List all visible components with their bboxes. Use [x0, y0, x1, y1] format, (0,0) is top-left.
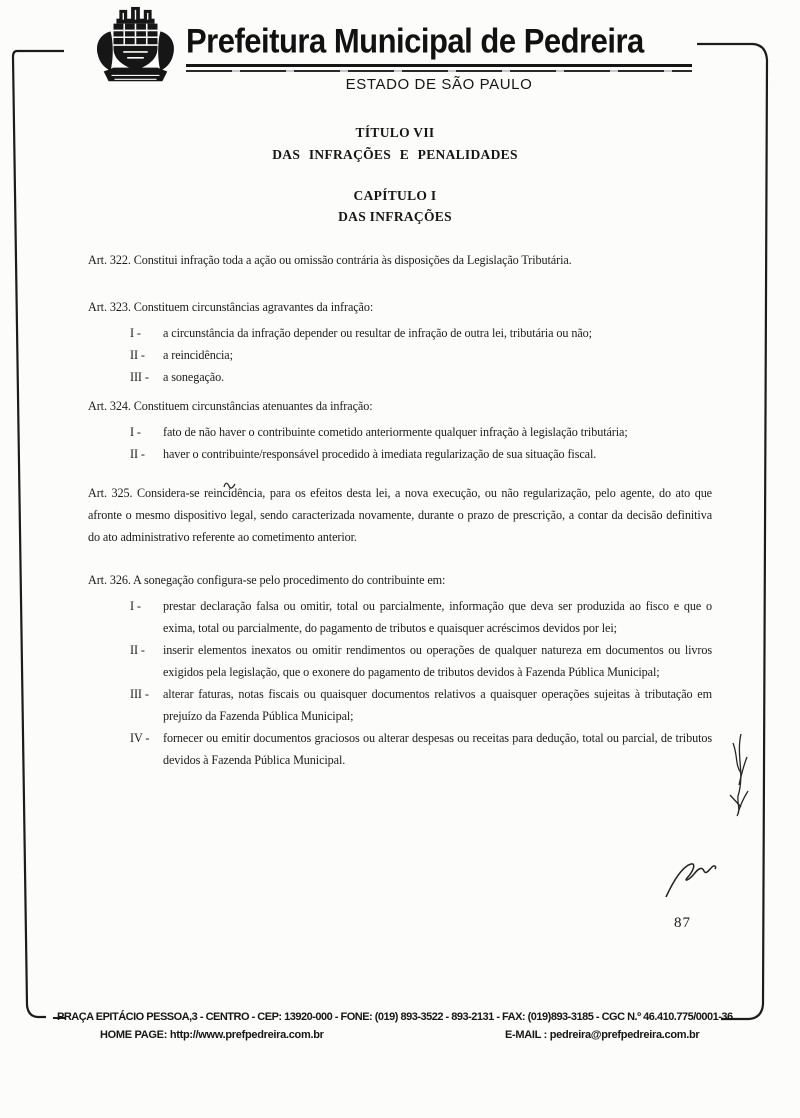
- item-numeral: IV -: [130, 731, 150, 745]
- article-326-text: Art. 326. A sonegação configura-se pelo procedimento do contribuinte em:: [88, 573, 446, 587]
- article-326: [88, 569, 712, 771]
- article-326-item-1: [130, 595, 712, 639]
- letterhead-title: Prefeitura Municipal de Pedreira: [186, 21, 644, 61]
- item-numeral: II -: [130, 348, 145, 362]
- left-border-line: [13, 51, 64, 1017]
- article-326-item-4: [130, 727, 712, 771]
- item-text: haver o contribuinte/responsável procedido à imediata regularização de sua situação fiscal.: [163, 447, 597, 461]
- capitulo-heading: CAPÍTULO I: [353, 188, 437, 203]
- handwritten-signature: [666, 864, 716, 897]
- municipal-coat-of-arms-icon: [84, 5, 186, 93]
- item-text: a circunstância da infração depender ou resultar de infração de outra lei, tributária ou não;: [163, 326, 592, 340]
- capitulo-subheading: DAS INFRAÇÕES: [338, 209, 452, 224]
- article-324: [88, 395, 712, 465]
- item-text: alterar faturas, notas fiscais ou quaisquer documentos relativos a quaisquer operações sujeitas à tributação em prejuízo da Fazenda Pública Municipal;: [163, 687, 712, 723]
- article-322-text: Art. 322. Constitui infração toda a ação ou omissão contrária às disposições da Legislação Tributária.: [88, 253, 572, 267]
- article-323: [88, 296, 712, 388]
- article-324-item-2: [130, 443, 712, 465]
- item-numeral: II -: [130, 447, 145, 461]
- article-325-text: Art. 325. Considera-se reincidência, para os efeitos desta lei, a nova execução, ou não regularização, pelo agente, do ato que afronte o mesmo dispositivo legal, sendo caracterizada novamente, durante o prazo de prescrição, a contar da decisão definitiva do ato administrativo referente ao cometimento anterior.: [88, 486, 712, 544]
- item-text: inserir elementos inexatos ou omitir rendimentos ou operações de qualquer natureza em documentos ou livros exigidos pela legislação, que o exonere do pagamento de tributos devidos à Fazenda Pública Municipal;: [163, 643, 712, 679]
- item-numeral: III -: [130, 687, 149, 701]
- item-numeral: I -: [130, 326, 141, 340]
- footer-address-line: PRAÇA EPITÁCIO PESSOA,3 - CENTRO - CEP: 13920-000 - FONE: (019) 893-3522 - 893-2131 - FAX: (019)893-3185 - CGC N.º 46.410.775/0001-36: [57, 1011, 733, 1023]
- article-324-items: [130, 421, 712, 465]
- item-text: prestar declaração falsa ou omitir, total ou parcialmente, informação que deva ser produzida ao fisco e que o exima, total ou parcialmente, do pagamento de tributos e quaisquer acréscimos devidos por lei;: [163, 599, 712, 635]
- handwritten-pen-flourish: [730, 734, 748, 816]
- title-underline-thick: [186, 64, 692, 67]
- item-numeral: III -: [130, 370, 149, 384]
- item-numeral: II -: [130, 643, 145, 657]
- article-325: [88, 482, 712, 548]
- titulo-heading: TÍTULO VII: [355, 125, 435, 140]
- title-underline-thin: [186, 70, 692, 72]
- article-323-text: Art. 323. Constituem circunstâncias agravantes da infração:: [88, 300, 374, 314]
- titulo-subheading: DAS INFRAÇÕES E PENALIDADES: [272, 147, 518, 162]
- item-numeral: I -: [130, 599, 141, 613]
- article-324-text: Art. 324. Constituem circunstâncias atenuantes da infração:: [88, 399, 373, 413]
- letterhead-subtitle: ESTADO DE SÃO PAULO: [345, 76, 533, 93]
- article-323-item-2: [130, 344, 712, 366]
- item-text: fato de não haver o contribuinte cometido anteriormente qualquer infração à legislação tributária;: [163, 425, 628, 439]
- page-number: 87: [674, 915, 691, 931]
- article-323-item-3: [130, 366, 712, 388]
- article-323-item-1: [130, 322, 712, 344]
- article-323-items: [130, 322, 712, 388]
- item-numeral: I -: [130, 425, 141, 439]
- article-326-items: [130, 595, 712, 771]
- footer-email: E-MAIL : pedreira@prefpedreira.com.br: [505, 1029, 700, 1041]
- footer-home-page: HOME PAGE: http://www.prefpedreira.com.br: [100, 1029, 324, 1041]
- item-text: a reincidência;: [163, 348, 233, 362]
- article-324-item-1: [130, 421, 712, 443]
- article-326-item-3: [130, 683, 712, 727]
- article-326-item-2: [130, 639, 712, 683]
- item-text: fornecer ou emitir documentos graciosos ou alterar despesas ou receitas para dedução, total ou parcial, de tributos devidos à Fazenda Pública Municipal.: [163, 731, 712, 767]
- article-322: [88, 249, 712, 271]
- item-text: a sonegação.: [163, 370, 225, 384]
